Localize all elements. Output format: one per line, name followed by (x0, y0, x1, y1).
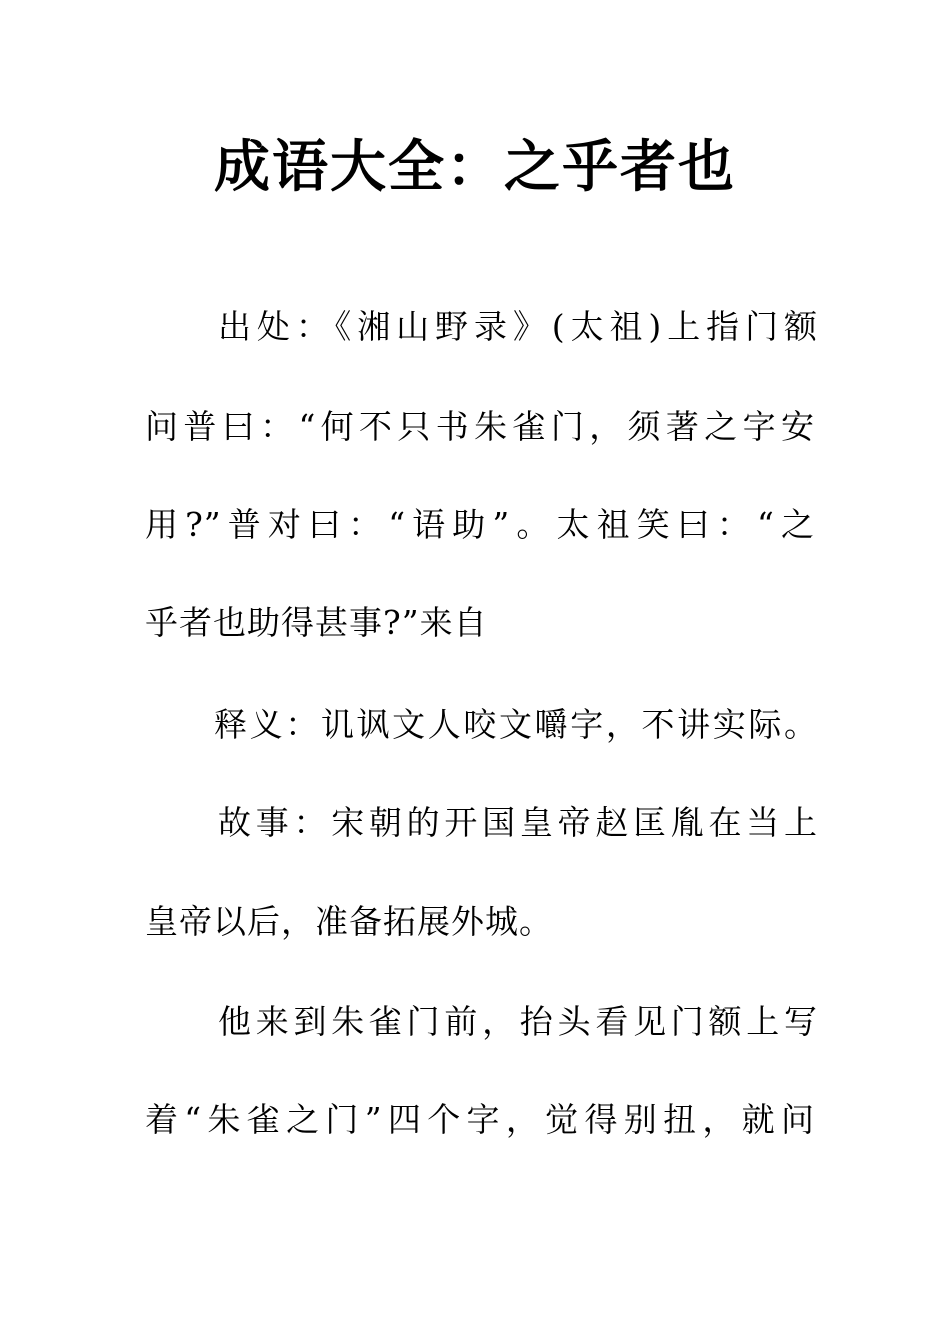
paragraph-line: 着“朱雀之门”四个字，觉得别扭，就问 (145, 1100, 815, 1139)
paragraph-line: 他来到朱雀门前，抬头看见门额上写 (218, 1002, 818, 1041)
paragraph-line: 乎者也助得甚事?”来自 (145, 603, 488, 642)
paragraph-line: 出处：《湘山野录》(太祖)上指门额 (218, 307, 818, 346)
page-title: 成语大全：之乎者也 (214, 135, 736, 200)
paragraph-line: 皇帝以后，准备拓展外城。 (145, 902, 553, 941)
paragraph-line: 用?”普对曰：“语助”。太祖笑曰：“之 (145, 505, 815, 544)
paragraph-line: 释义：讥讽文人咬文嚼字，不讲实际。 (214, 705, 818, 744)
paragraph-line: 故事：宋朝的开国皇帝赵匡胤在当上 (218, 803, 818, 842)
paragraph-line: 问普曰：“何不只书朱雀门，须著之字安 (145, 407, 815, 446)
